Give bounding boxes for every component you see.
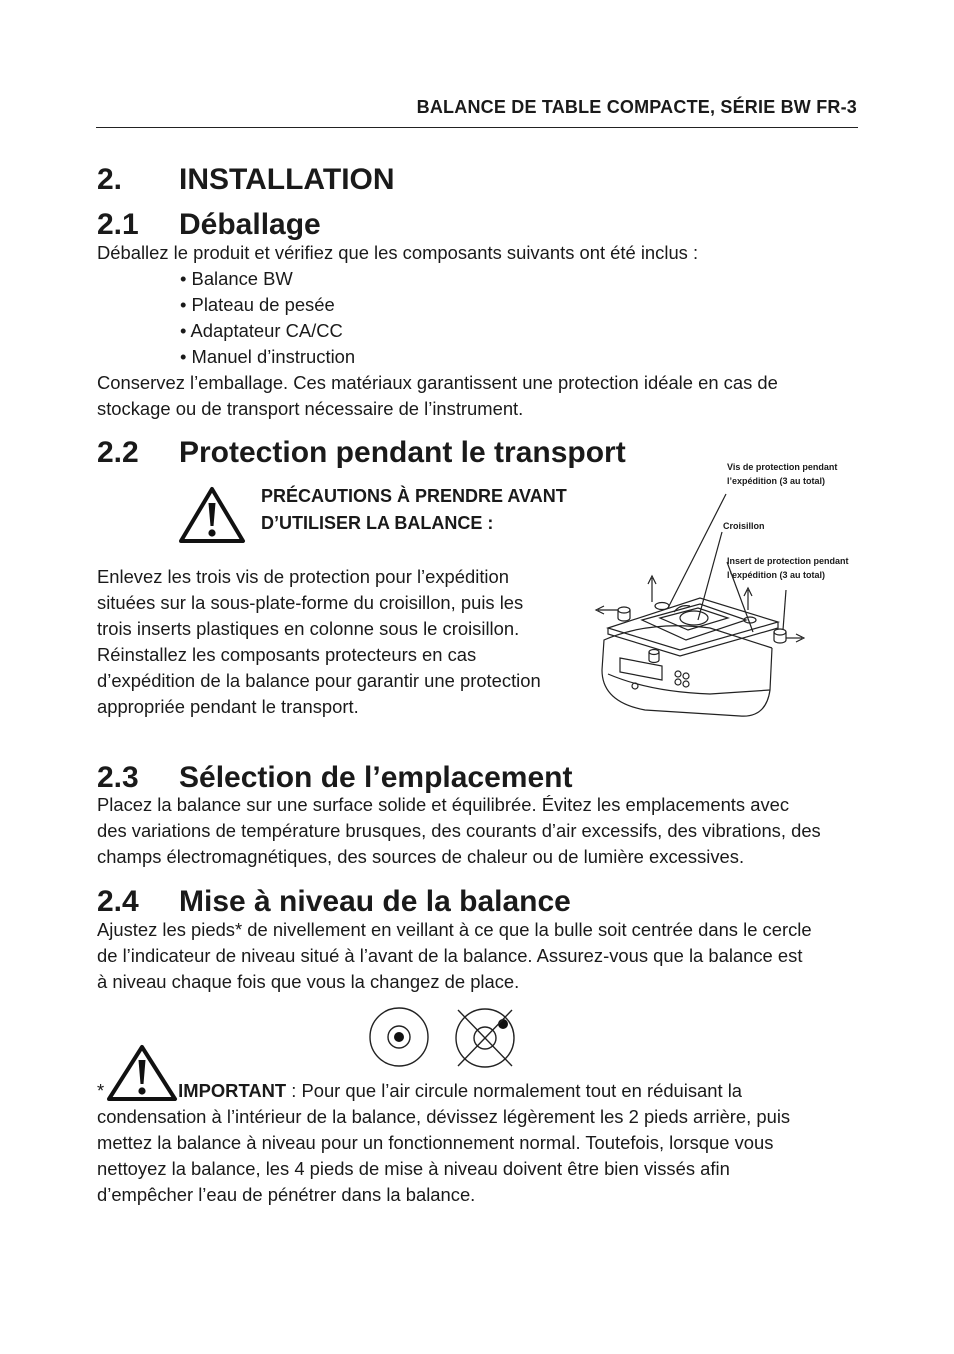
component-list [180, 266, 355, 370]
level-correct-icon [368, 1006, 430, 1068]
header-rule [96, 127, 858, 128]
asterisk: * [97, 1080, 105, 1101]
section-title: Déballage [179, 208, 321, 241]
leveling-body [97, 917, 859, 995]
section-title: Mise à niveau de la balance [179, 885, 571, 918]
section-title: Sélection de l’emplacement [179, 761, 573, 794]
important-label: IMPORTANT [178, 1080, 287, 1101]
section-2-4-heading [97, 887, 571, 917]
paragraph-line: champs électromagnétiques, des sources de chaleur ou de lumière excessives. [97, 846, 745, 867]
section-title: Protection pendant le transport [179, 436, 626, 469]
paragraph-line: condensation à l’intérieur de la balance, dévissez légèrement les 2 pieds arrière, puis [97, 1106, 791, 1127]
running-header: BALANCE DE TABLE COMPACTE, SÉRIE BW FR-3 [416, 97, 857, 117]
list-item: • Balance BW [180, 268, 293, 289]
paragraph-line: Réinstallez les composants protecteurs en cas [97, 644, 477, 665]
paragraph-line: de l’indicateur de niveau situé à l’avant de la balance. Assurez-vous que la balance est [97, 945, 803, 966]
caption-line: l’expédition (3 au total) [727, 570, 826, 580]
warning-line: D’UTILISER LA BALANCE : [261, 513, 494, 533]
caption-line: Vis de protection pendant [727, 462, 838, 472]
paragraph-line: Enlevez les trois vis de protection pour l’expédition [97, 566, 509, 587]
warning-icon [178, 486, 246, 544]
paragraph-line: d’expédition de la balance pour garantir une protection [97, 670, 541, 691]
paragraph-line: situées sur la sous-plate-forme du croisillon, puis les [97, 592, 524, 613]
paragraph-line: d’empêcher l’eau de pénétrer dans la balance. [97, 1184, 476, 1205]
warning-text [261, 483, 567, 537]
unpacking-outro [97, 370, 859, 422]
section-2-1-heading [97, 210, 321, 240]
section-2-2-heading [97, 438, 626, 468]
section-number: 2.3 [97, 761, 139, 794]
important-first-line [97, 1078, 859, 1104]
list-item: • Adaptateur CA/CC [180, 320, 343, 341]
section-number: 2.1 [97, 208, 139, 241]
balance-diagram [590, 480, 805, 720]
unpacking-intro [97, 240, 859, 266]
paragraph-line: stockage ou de transport nécessaire de l’instrument. [97, 398, 524, 419]
caption-line: Insert de protection pendant [727, 556, 849, 566]
level-incorrect-icon [452, 1006, 518, 1070]
important-text: : Pour que l’air circule normalement tout en réduisant la [286, 1080, 743, 1101]
paragraph-line: Conservez l’emballage. Ces matériaux garantissent une protection idéale en cas de [97, 372, 778, 393]
location-body [97, 792, 859, 870]
section-title: INSTALLATION [179, 163, 395, 196]
warning-line: PRÉCAUTIONS À PRENDRE AVANT [261, 486, 567, 506]
section-2-heading [97, 165, 395, 195]
paragraph-line: Déballez le produit et vérifiez que les composants suivants ont été inclus : [97, 242, 699, 263]
paragraph-line: appropriée pendant le transport. [97, 696, 359, 717]
caption-line: l’expédition (3 au total) [727, 476, 826, 486]
important-note [97, 1078, 859, 1208]
section-number: 2.4 [97, 885, 139, 918]
caption-spider: Croisillon [723, 521, 765, 531]
paragraph-line: Ajustez les pieds* de nivellement en veillant à ce que la bulle soit centrée dans le cercle [97, 919, 812, 940]
paragraph-line: mettez la balance à niveau pour un fonctionnement normal. Toutefois, lorsque vous [97, 1132, 774, 1153]
section-number: 2. [97, 163, 123, 196]
paragraph-line: nettoyez la balance, les 4 pieds de mise à niveau doivent être bien vissés afin [97, 1158, 730, 1179]
section-2-3-heading [97, 763, 572, 793]
paragraph-line: des variations de température brusques, des courants d’air excessifs, des vibrations, des [97, 820, 821, 841]
list-item: • Manuel d’instruction [180, 346, 356, 367]
paragraph-line: trois inserts plastiques en colonne sous le croisillon. [97, 618, 520, 639]
paragraph-line: à niveau chaque fois que vous la changez de place. [97, 971, 520, 992]
section-number: 2.2 [97, 436, 139, 469]
transport-body [97, 564, 577, 720]
paragraph-line: Placez la balance sur une surface solide et équilibrée. Évitez les emplacements avec [97, 794, 790, 815]
list-item: • Plateau de pesée [180, 294, 335, 315]
